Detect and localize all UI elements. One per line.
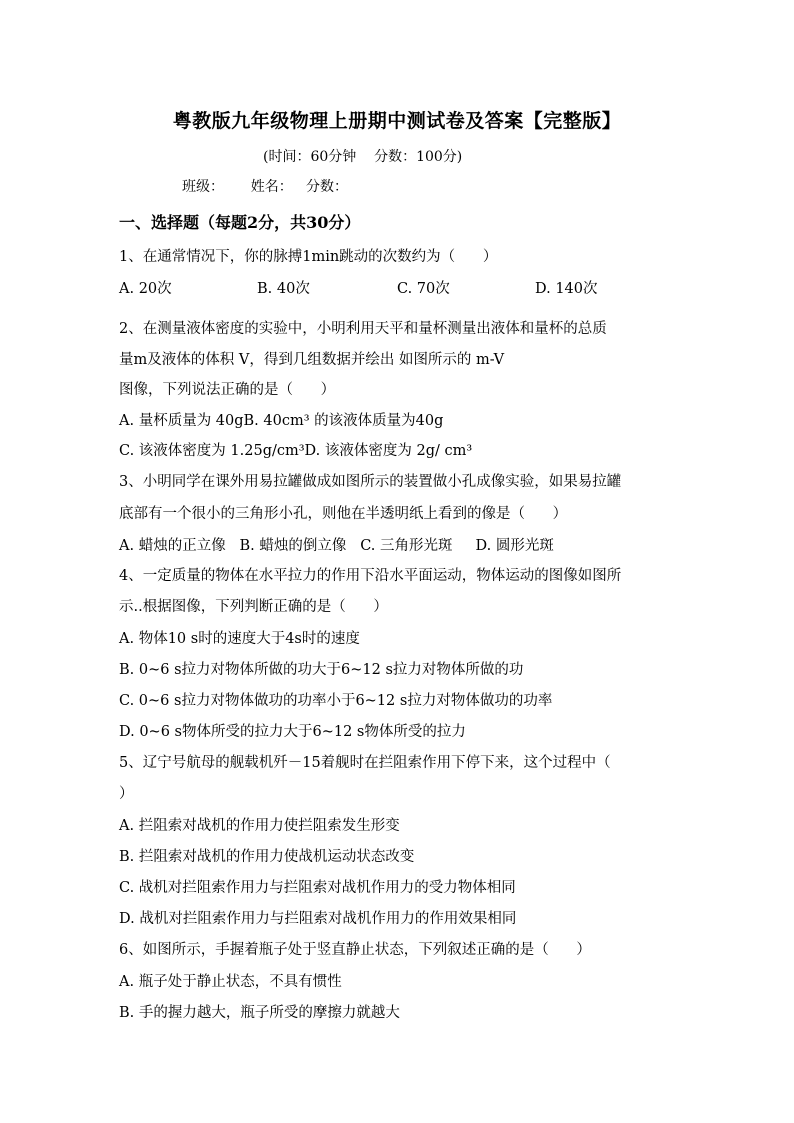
q2-stem-line-2: 量m及液体的体积 V，得到几组数据并绘出 如图所示的 m-V	[119, 352, 505, 368]
q1-option-d: D. 140次	[535, 281, 598, 297]
q5-option-a: A. 拦阻索对战机的作用力使拦阻索发生形变	[119, 818, 400, 834]
q3-stem-line-1: 3、小明同学在课外用易拉罐做成如图所示的装置做小孔成像实验，如果易拉罐	[119, 474, 622, 490]
q2-stem-line-1: 2、在测量液体密度的实验中，小明利用天平和量杯测量出液体和量杯的总质	[119, 321, 607, 337]
q4-stem-line-1: 4、一定质量的物体在水平拉力的作用下沿水平面运动，物体运动的图像如图所	[119, 568, 622, 584]
q5-option-b: B. 拦阻索对战机的作用力使战机运动状态改变	[119, 849, 415, 865]
q4-option-d: D. 0~6 s物体所受的拉力大于6~12 s物体所受的拉力	[119, 724, 466, 740]
q2-options-line-2: C. 该液体密度为 1.25g/cm³D. 该液体密度为 2g/ cm³	[119, 443, 473, 459]
q4-stem-line-2: 示..根据图像，下列判断正确的是（ ）	[119, 599, 388, 615]
q6-option-b: B. 手的握力越大，瓶子所受的摩擦力就越大	[119, 1005, 400, 1021]
q6-option-a: A. 瓶子处于静止状态，不具有惯性	[119, 974, 342, 990]
q1-options	[119, 279, 679, 299]
q2-options-line-1: A. 量杯质量为 40gB. 40cm³ 的该液体质量为40g	[119, 413, 444, 429]
student-info-line: 班级： 姓名： 分数：	[182, 179, 349, 195]
section-heading: 一、选择题（每题2分，共30分）	[119, 213, 361, 232]
q1-option-c: C. 70次	[397, 281, 450, 297]
q5-option-d: D. 战机对拦阻索作用力与拦阻索对战机作用力的作用效果相同	[119, 911, 517, 927]
q4-option-b: B. 0~6 s拉力对物体所做的功大于6~12 s拉力对物体所做的功	[119, 662, 524, 678]
q3-options: A. 蜡烛的正立像 B. 蜡烛的倒立像 C. 三角形光斑 D. 圆形光斑	[119, 538, 554, 554]
q1-option-a: A. 20次	[119, 281, 172, 297]
q2-stem-line-3: 图像，下列说法正确的是（ ）	[119, 382, 336, 398]
exam-meta: (时间：60分钟 分数：100分)	[263, 149, 463, 165]
q5-option-c: C. 战机对拦阻索作用力与拦阻索对战机作用力的受力物体相同	[119, 880, 516, 896]
q5-stem-line-1: 5、辽宁号航母的舰载机歼－15着舰时在拦阻索作用下停下来，这个过程中（	[119, 755, 611, 771]
q4-option-a: A. 物体10 s时的速度大于4s时的速度	[119, 631, 360, 647]
q6-stem: 6、如图所示，手握着瓶子处于竖直静止状态，下列叙述正确的是（ ）	[119, 942, 591, 958]
q3-stem-line-2: 底部有一个很小的三角形小孔，则他在半透明纸上看到的像是（ ）	[119, 506, 568, 522]
q4-option-c: C. 0~6 s拉力对物体做功的功率小于6~12 s拉力对物体做功的功率	[119, 693, 553, 709]
q1-stem: 1、在通常情况下，你的脉搏1min跳动的次数约为（ ）	[119, 249, 498, 265]
page-title: 粤教版九年级物理上册期中测试卷及答案【完整版】	[172, 110, 622, 132]
q5-stem-line-2: ）	[119, 786, 134, 802]
q1-option-b: B. 40次	[257, 281, 310, 297]
